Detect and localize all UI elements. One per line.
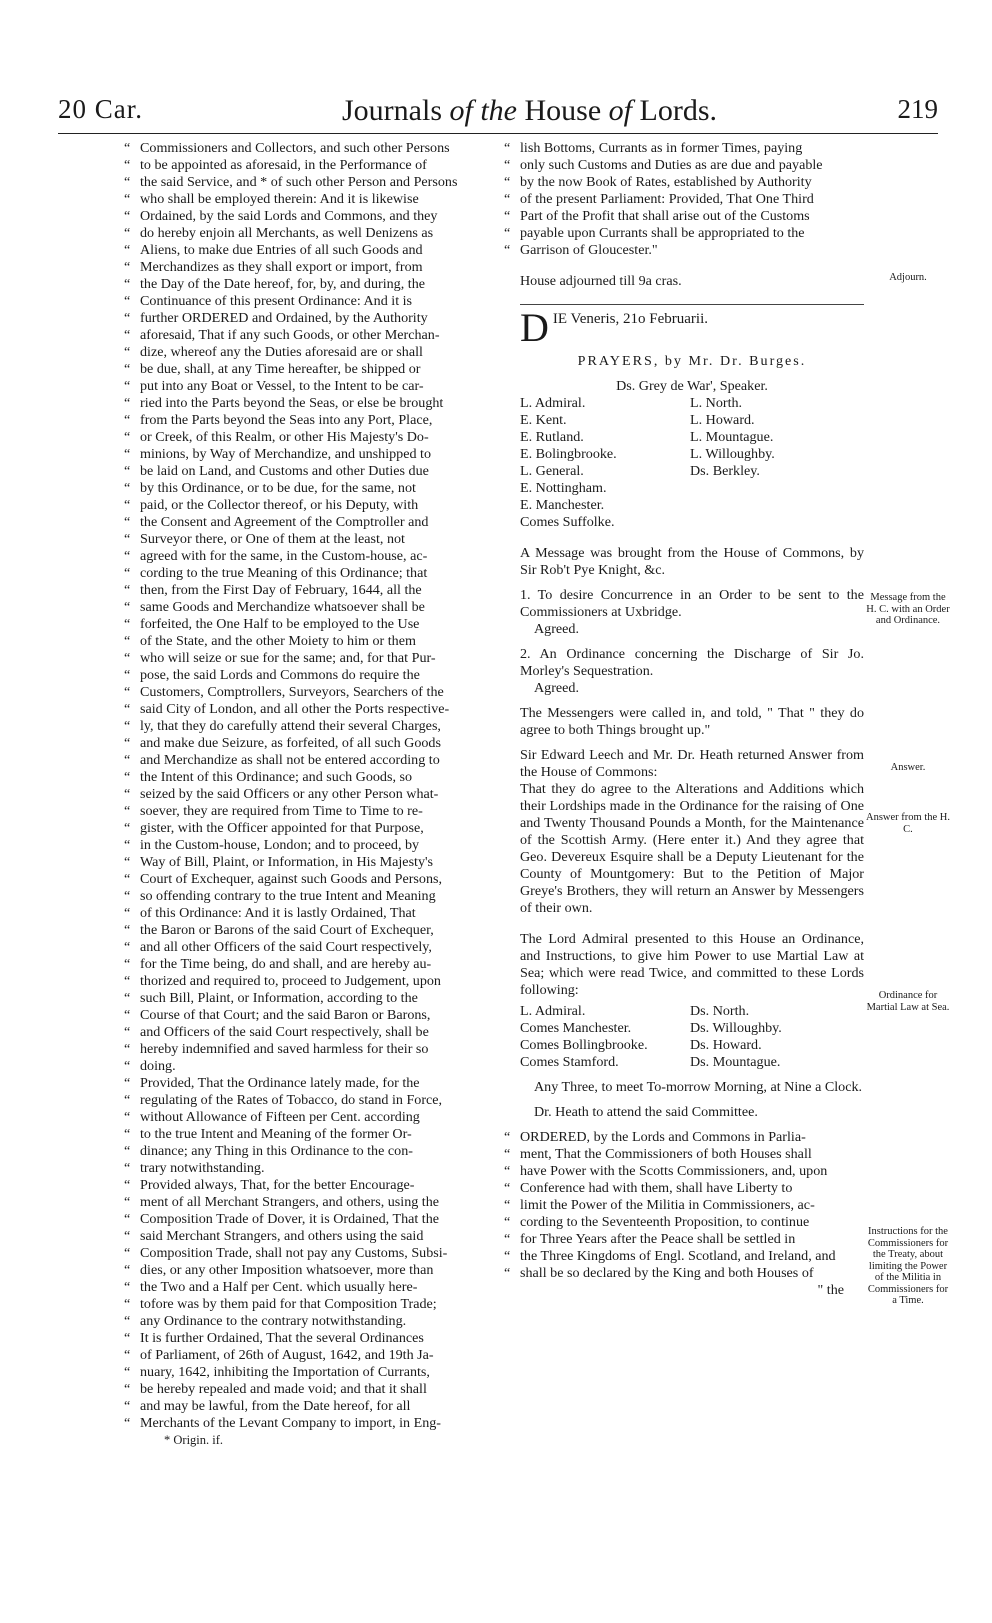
text-line: “ forfeited, the One Half to be employed to the Use [140,616,508,633]
text-line: “ tofore was by them paid for that Composition Trade; [140,1296,508,1313]
text-line: “ of Parliament, of 26th of August, 1642, and 19th Ja- [140,1347,508,1364]
committee-member: Comes Bollingbrooke. [520,1037,648,1053]
heath-attend-line: Dr. Heath to attend the said Committee. [534,1104,758,1120]
text-line: “ Course of that Court; and the said Baron or Barons, [140,1007,508,1024]
text-line: “ seized by the said Officers or any other Person what- [140,786,508,803]
text-line: “ dinance; any Thing in this Ordinance to the con- [140,1143,508,1160]
lord-name: L. Mountague. [690,429,774,445]
text-line: “ and may be lawful, from the Date hereof, for all [140,1398,508,1415]
left-column [140,140,508,1449]
running-title [342,94,717,128]
text-line: “ pose, the said Lords and Commons do require the [140,667,508,684]
text-line: “ who will seize or sue for the same; and, for that Pur- [140,650,508,667]
text-line: “ Merchandizes as they shall export or import, from [140,259,508,276]
text-line: “ of the State, and the other Moiety to him or them [140,633,508,650]
text-line: “ further ORDERED and Ordained, by the Authority [140,310,508,327]
committee-member: L. Admiral. [520,1003,586,1019]
agreed-1: Agreed. [534,621,579,637]
agreed-2: Agreed. [534,680,579,696]
committee-member: Comes Stamford. [520,1054,619,1070]
lord-name: E. Bolingbrooke. [520,446,617,462]
text-line: “ for Three Years after the Peace shall be settled in [520,1231,864,1248]
committee-list-b [690,1003,860,1071]
lords-list-b [690,395,860,531]
title-word: Journals [342,94,442,127]
header-rule [58,133,938,134]
text-line: “ to the true Intent and Meaning of the former Or- [140,1126,508,1143]
lord-name: L. Admiral. [520,395,586,411]
lord-name: E. Rutland. [520,429,584,445]
lord-name: E. Nottingham. [520,480,607,496]
lord-name: L. Howard. [690,412,755,428]
text-line: “ the Intent of this Ordinance; and such Goods, so [140,769,508,786]
text-line: “ have Power with the Scotts Commissioners, and, upon [520,1163,864,1180]
committee-member: Ds. Willoughby. [690,1020,782,1036]
lords-list-a [520,395,690,531]
margin-note-answer-hc: Answer from the H. C. [866,812,950,835]
text-line: “ nuary, 1642, inhibiting the Importation of Currants, [140,1364,508,1381]
text-line: “ of this Ordinance: And it is lastly Ordained, That [140,905,508,922]
text-line: “ cording to the Seventeenth Proposition, to continue [520,1214,864,1231]
title-word: of the [449,94,517,127]
text-line: “ gister, with the Officer appointed for that Purpose, [140,820,508,837]
text-line: “ dies, or any other Imposition whatsoever, more than [140,1262,508,1279]
regnal-year: 20 Car. [58,94,143,124]
text-line: “ Customers, Comptrollers, Surveyors, Searchers of the [140,684,508,701]
text-line: “ Court of Exchequer, against such Goods and Persons, [140,871,508,888]
text-line: “ ried into the Parts beyond the Seas, or else be brought [140,395,508,412]
section-rule [520,304,864,305]
margin-note-ordinance: Ordinance for Martial Law at Sea. [866,990,950,1013]
text-line: “ aforesaid, That if any such Goods, or other Merchan- [140,327,508,344]
text-line: “ said Merchant Strangers, and others using the said [140,1228,508,1245]
text-line: “ hereby indemnified and saved harmless for their so [140,1041,508,1058]
lord-name: L. General. [520,463,584,479]
text-line: “ without Allowance of Fifteen per Cent. according [140,1109,508,1126]
text-line: “ so offending contrary to the true Intent and Meaning [140,888,508,905]
text-line: “ the Baron or Barons of the said Court of Exchequer, [140,922,508,939]
text-line: “ then, from the First Day of February, 1644, all the [140,582,508,599]
text-line: “ and Merchandize as shall not be entered according to [140,752,508,769]
text-line: “ Commissioners and Collectors, and such other Persons [140,140,508,157]
page-number: 219 [897,94,938,124]
text-line: “ Composition Trade, shall not pay any Customs, Subsi- [140,1245,508,1262]
text-line: “ for the Time being, do and shall, and are hereby au- [140,956,508,973]
footnote: * Origin. if. [164,1433,224,1447]
committee-list-a [520,1003,690,1071]
text-line: “ same Goods and Merchandize whatsoever shall be [140,599,508,616]
text-line: “ trary notwithstanding. [140,1160,508,1177]
speaker-line: Ds. Grey de War', Speaker. [616,378,768,394]
lord-name: Comes Suffolke. [520,514,615,530]
text-line: “ Composition Trade of Dover, it is Ordained, That the [140,1211,508,1228]
text-line: “ be due, shall, at any Time hereafter, be shipped or [140,361,508,378]
text-line: “ Conference had with them, shall have Liberty to [520,1180,864,1197]
committee-member: Ds. Mountague. [690,1054,781,1070]
text-line: “ be hereby repealed and made void; and that it shall [140,1381,508,1398]
text-line: “ only such Customs and Duties as are due and payable [520,157,864,174]
text-line: “ thorized and required to, proceed to Judgement, upon [140,973,508,990]
committee-list [520,1003,864,1071]
text-line: “ the Day of the Date hereof, for, by, and during, the [140,276,508,293]
text-line: “ who shall be employed therein: And it is likewise [140,191,508,208]
text-line: “ to be appointed as aforesaid, in the Performance of [140,157,508,174]
margin-note-adjourn: Adjourn. [889,272,927,283]
text-line: “ limit the Power of the Militia in Commissioners, ac- [520,1197,864,1214]
text-line: “ in the Custom-house, London; and to proceed, by [140,837,508,854]
text-line: “ any Ordinance to the contrary notwithstanding. [140,1313,508,1330]
text-line: “ Surveyor there, or One of them at the least, not [140,531,508,548]
text-line: “ ment of all Merchant Strangers, and others, using the [140,1194,508,1211]
text-line: “ or Creek, of this Realm, or other His Majesty's Do- [140,429,508,446]
text-line: “ the Three Kingdoms of Engl. Scotland, and Ireland, and [520,1248,864,1265]
text-line: “ Part of the Profit that shall arise out of the Customs [520,208,864,225]
lord-name: E. Kent. [520,412,567,428]
text-line: “ do hereby enjoin all Merchants, as well Denizens as [140,225,508,242]
text-line: “ from the Parts beyond the Seas into any Port, Place, [140,412,508,429]
text-line: “ the Consent and Agreement of the Comptroller and [140,514,508,531]
text-line: “ dize, whereof any the Duties aforesaid are or shall [140,344,508,361]
lords-present [520,395,864,531]
text-line: “ Provided, That the Ordinance lately made, for the [140,1075,508,1092]
date-text: IE Veneris, 21o Februarii. [552,311,708,327]
text-line: “ the Two and a Half per Cent. which usually here- [140,1279,508,1296]
catchword: " the [817,1282,844,1298]
text-line: “ ment, That the Commissioners of both Houses shall [520,1146,864,1163]
text-line: “ Continuance of this present Ordinance: And it is [140,293,508,310]
text-line: “ payable upon Currants shall be appropriated to the [520,225,864,242]
quote-continuation [520,140,864,259]
prayers-line: PRAYERS, by Mr. Dr. Burges. [577,353,807,369]
text-line: “ paid, or the Collector thereof, or his Deputy, with [140,497,508,514]
text-line: “ put into any Boat or Vessel, to the Intent to be car- [140,378,508,395]
text-line: “ lish Bottoms, Currants as in former Times, paying [520,140,864,157]
adjournment: House adjourned till 9a cras. [520,273,682,289]
admiral-paragraph: The Lord Admiral presented to this House an Ordinance, and Instructions, to give him Power to use Martial Law at Sea; which were read Twice, and committed to these Lords following: [520,931,864,998]
text-line: “ said City of London, and all other the Ports respective- [140,701,508,718]
item-1: 1. To desire Concurrence in an Order to be sent to the Commissioners at Uxbridge. [520,587,864,620]
item-2: 2. An Ordinance concerning the Discharge of Sir Jo. Morley's Sequestration. [520,646,864,679]
text-line: “ Merchants of the Levant Company to import, in Eng- [140,1415,508,1432]
text-line: “ It is further Ordained, That the several Ordinances [140,1330,508,1347]
text-line: “ by the now Book of Rates, established by Authority [520,174,864,191]
text-line: “ regulating of the Rates of Tobacco, do stand in Force, [140,1092,508,1109]
text-line: “ such Bill, Plaint, or Information, according to the [140,990,508,1007]
text-line: “ and make due Seizure, as forfeited, of all such Goods [140,735,508,752]
messengers-paragraph: The Messengers were called in, and told, " That " they do agree to both Things brought up." [520,705,864,738]
title-word: of [608,94,632,127]
text-line: “ Aliens, to make due Entries of all such Goods and [140,242,508,259]
text-line: “ by this Ordinance, or to be due, for the same, not [140,480,508,497]
text-line: “ minions, by Way of Merchandize, and unshipped to [140,446,508,463]
committee-member: Ds. Howard. [690,1037,762,1053]
text-line: “ and all other Officers of the said Court respectively, [140,939,508,956]
message-paragraph: A Message was brought from the House of Commons, by Sir Rob't Pye Knight, &c. [520,545,864,578]
lord-name: E. Manchester. [520,497,605,513]
text-line: “ shall be so declared by the King and both Houses of [520,1265,864,1282]
lord-name: Ds. Berkley. [690,463,760,479]
text-line: “ be laid on Land, and Customs and other Duties due [140,463,508,480]
text-line: “ Garrison of Gloucester." [520,242,864,259]
text-line: “ ly, that they do carefully attend their several Charges, [140,718,508,735]
title-word: Lords. [639,94,717,127]
any-three-line: Any Three, to meet To-morrow Morning, at Nine a Clock. [534,1079,863,1095]
right-column [520,140,864,1299]
text-line: “ doing. [140,1058,508,1075]
lord-name: L. Willoughby. [690,446,775,462]
text-line: “ Way of Bill, Plaint, or Information, in His Majesty's [140,854,508,871]
text-line: “ ORDERED, by the Lords and Commons in Parlia- [520,1129,864,1146]
answer-paragraph: Sir Edward Leech and Mr. Dr. Heath returned Answer from the House of Commons: [520,747,864,780]
text-line: “ Ordained, by the said Lords and Commons, and they [140,208,508,225]
margin-note-answer: Answer. [890,762,926,773]
drop-cap: D [520,305,549,350]
text-line: “ Provided always, That, for the better Encourage- [140,1177,508,1194]
text-line: “ agreed with for the same, in the Custom-house, ac- [140,548,508,565]
text-line: “ the said Service, and * of such other Person and Persons [140,174,508,191]
answer-body: That they do agree to the Alterations and Additions which their Lordships made in the Ordinance for the raising of One and Twenty Thousand Pounds a Month, for the Maintenance of the Scottish Army. (Here enter it.) And they agree that Geo. Devereux Esquire shall be a Deputy Lieutenant for the County of Mountgomery: But to the Petition of Major Greye's Brothers, they will return an Answer by Messengers of their own. [520,781,864,916]
lord-name: L. North. [690,395,743,411]
title-word: House [524,94,602,127]
text-line: “ cording to the true Meaning of this Ordinance; that [140,565,508,582]
ordered-paragraph [520,1129,864,1282]
date-heading [520,305,864,350]
text-line: “ of the present Parliament: Provided, That One Third [520,191,864,208]
committee-member: Ds. North. [690,1003,750,1019]
margin-note-instructions: Instructions for the Commissioners for the Treaty, about limiting the Power of the Militia in Commissioners for a Time. [867,1226,949,1306]
margin-note-message: Message from the H. C. with an Order and Ordinance. [866,592,950,626]
text-line: “ and Officers of the said Court respectively, shall be [140,1024,508,1041]
committee-member: Comes Manchester. [520,1020,632,1036]
text-line: “ soever, they are required from Time to Time to re- [140,803,508,820]
